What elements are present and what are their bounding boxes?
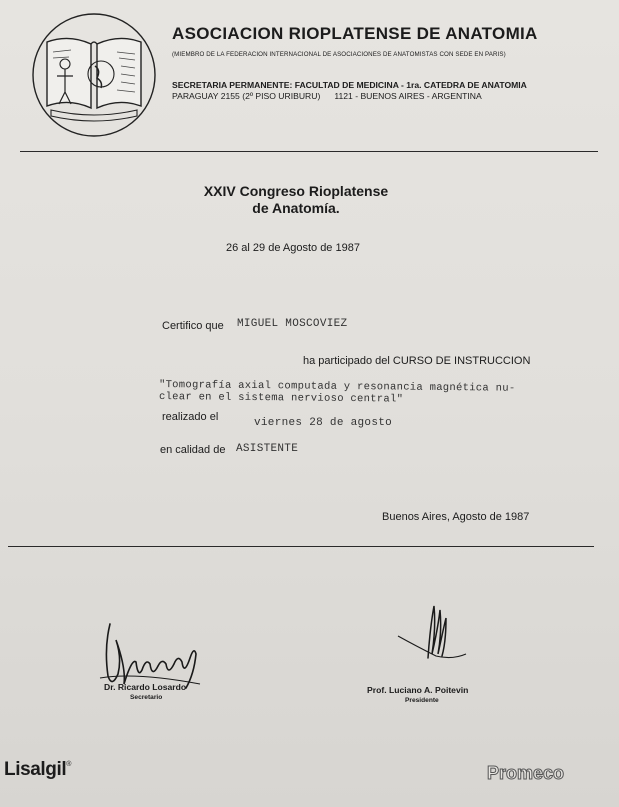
certify-label: Certifico que <box>162 320 224 332</box>
course-title-line-2: clear en el sistema nervioso central" <box>158 391 404 406</box>
registered-mark: ® <box>66 761 72 768</box>
participant-name: MIGUEL MOSCOVIEZ <box>237 318 348 330</box>
secretary-role: Secretario <box>130 694 163 701</box>
held-date: viernes 28 de agosto <box>254 417 393 429</box>
secretariat-line: SECRETARIA PERMANENTE: FACULTAD DE MEDICINA - 1ra. CATEDRA DE ANATOMIA <box>172 80 527 90</box>
event-title-line-2: de Anatomía. <box>252 200 340 216</box>
place-and-date: Buenos Aires, Agosto de 1987 <box>382 511 530 523</box>
address-line <box>172 91 482 101</box>
participated-label: ha participado del CURSO DE INSTRUCCION <box>303 355 531 367</box>
promeco-logo: Promeco <box>487 763 565 783</box>
event-title-line-1: XXIV Congreso Rioplatense <box>203 183 389 199</box>
organization-name: ASOCIACION RIOPLATENSE DE ANATOMIA <box>172 24 538 43</box>
president-signature <box>396 598 476 666</box>
secretary-signature <box>96 618 208 692</box>
header-divider <box>20 151 598 152</box>
capacity-label: en calidad de <box>160 444 226 456</box>
capacity-value: ASISTENTE <box>236 443 299 455</box>
held-label: realizado el <box>162 411 219 423</box>
event-dates: 26 al 29 de Agosto de 1987 <box>226 242 360 254</box>
membership-note: (MIEMBRO DE LA FEDERACION INTERNACIONAL DE ASOCIACIONES DE ANATOMISTAS CON SEDE EN PARIS) <box>172 51 506 58</box>
lisalgil-logo-text: Lisalgil <box>4 759 67 780</box>
president-role: Presidente <box>405 697 439 704</box>
secretary-name: Dr. Ricardo Losardo <box>104 682 187 692</box>
president-name: Prof. Luciano A. Poitevin <box>367 685 469 695</box>
association-seal-logo <box>31 12 157 138</box>
address-city: 1121 - BUENOS AIRES - ARGENTINA <box>334 91 482 101</box>
address-street: PARAGUAY 2155 (2º PISO URIBURU) <box>172 91 321 101</box>
course-title-line-1: "Tomografía axial computada y resonancia magnética nu- <box>158 379 516 395</box>
event-title <box>196 183 396 217</box>
lisalgil-logo <box>4 759 71 781</box>
signature-divider <box>8 546 594 547</box>
